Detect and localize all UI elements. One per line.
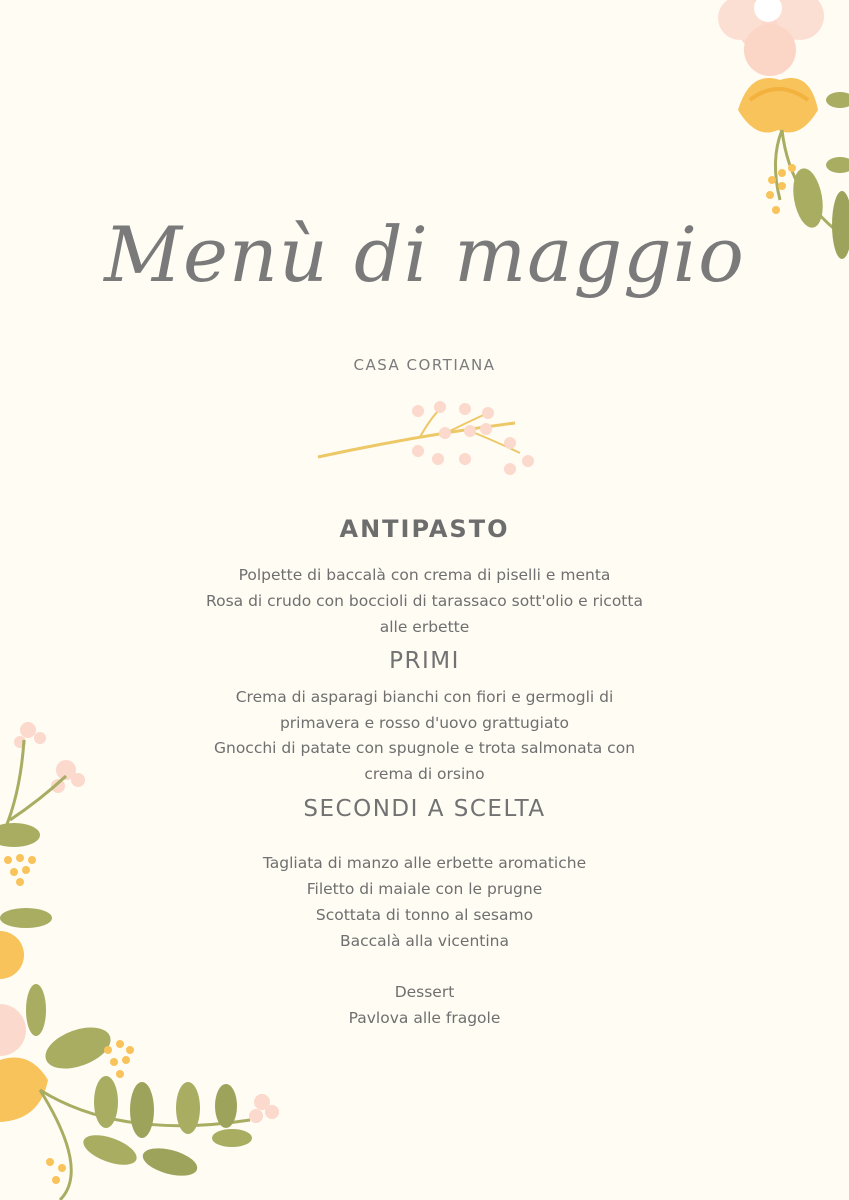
section-heading-primi: PRIMI [389,648,460,674]
menu-item-line: Pavlova alle fragole [348,1009,501,1027]
orange-flower-icon [738,78,818,133]
menu-item-line: Rosa di crudo con boccioli di tarassaco sott'olio e ricotta [206,592,643,610]
menu-item-line: Gnocchi di patate con spugnole e trota salmonata con [213,739,636,757]
menu-item-line: Scottata di tonno al sesamo [315,906,534,924]
menu-item-line: primavera e rosso d'uovo grattugiato [279,714,570,732]
menu-item-line: crema di orsino [364,765,485,783]
leaf-icon [826,92,849,108]
menu-item-line: Polpette di baccalà con crema di piselli e menta [238,566,611,584]
pink-blossom-icon [249,1094,279,1123]
leaf-icon [826,157,849,173]
menu-item-line: Crema di asparagi bianchi con fiori e germogli di [235,688,614,706]
leaf-icon [176,1082,200,1134]
leaf-icon [215,1084,237,1128]
restaurant-name: CASA CORTIANA [353,356,496,374]
section-heading-secondi: SECONDI A SCELTA [303,796,546,822]
leaf-icon [140,1143,200,1181]
berry-cluster-icon [766,164,796,214]
sprig-divider-icon [310,395,550,485]
leaf-icon [80,1129,141,1171]
menu-title: Menù di maggio [104,210,745,299]
menu-item-line: Tagliata di manzo alle erbette aromatiche [262,854,587,872]
leaf-icon [94,1076,118,1128]
section-heading-antipasto: ANTIPASTO [339,515,510,543]
leaf-icon [130,1082,154,1138]
leaf-icon [0,823,40,847]
menu-item-line: Baccalà alla vicentina [339,932,509,950]
menu-item-line: alle erbette [379,618,470,636]
menu-item-line: Filetto di maiale con le prugne [306,880,543,898]
leaf-icon [212,1129,252,1147]
section-heading-dessert: Dessert [394,983,455,1001]
pink-flower-icon [718,0,824,76]
